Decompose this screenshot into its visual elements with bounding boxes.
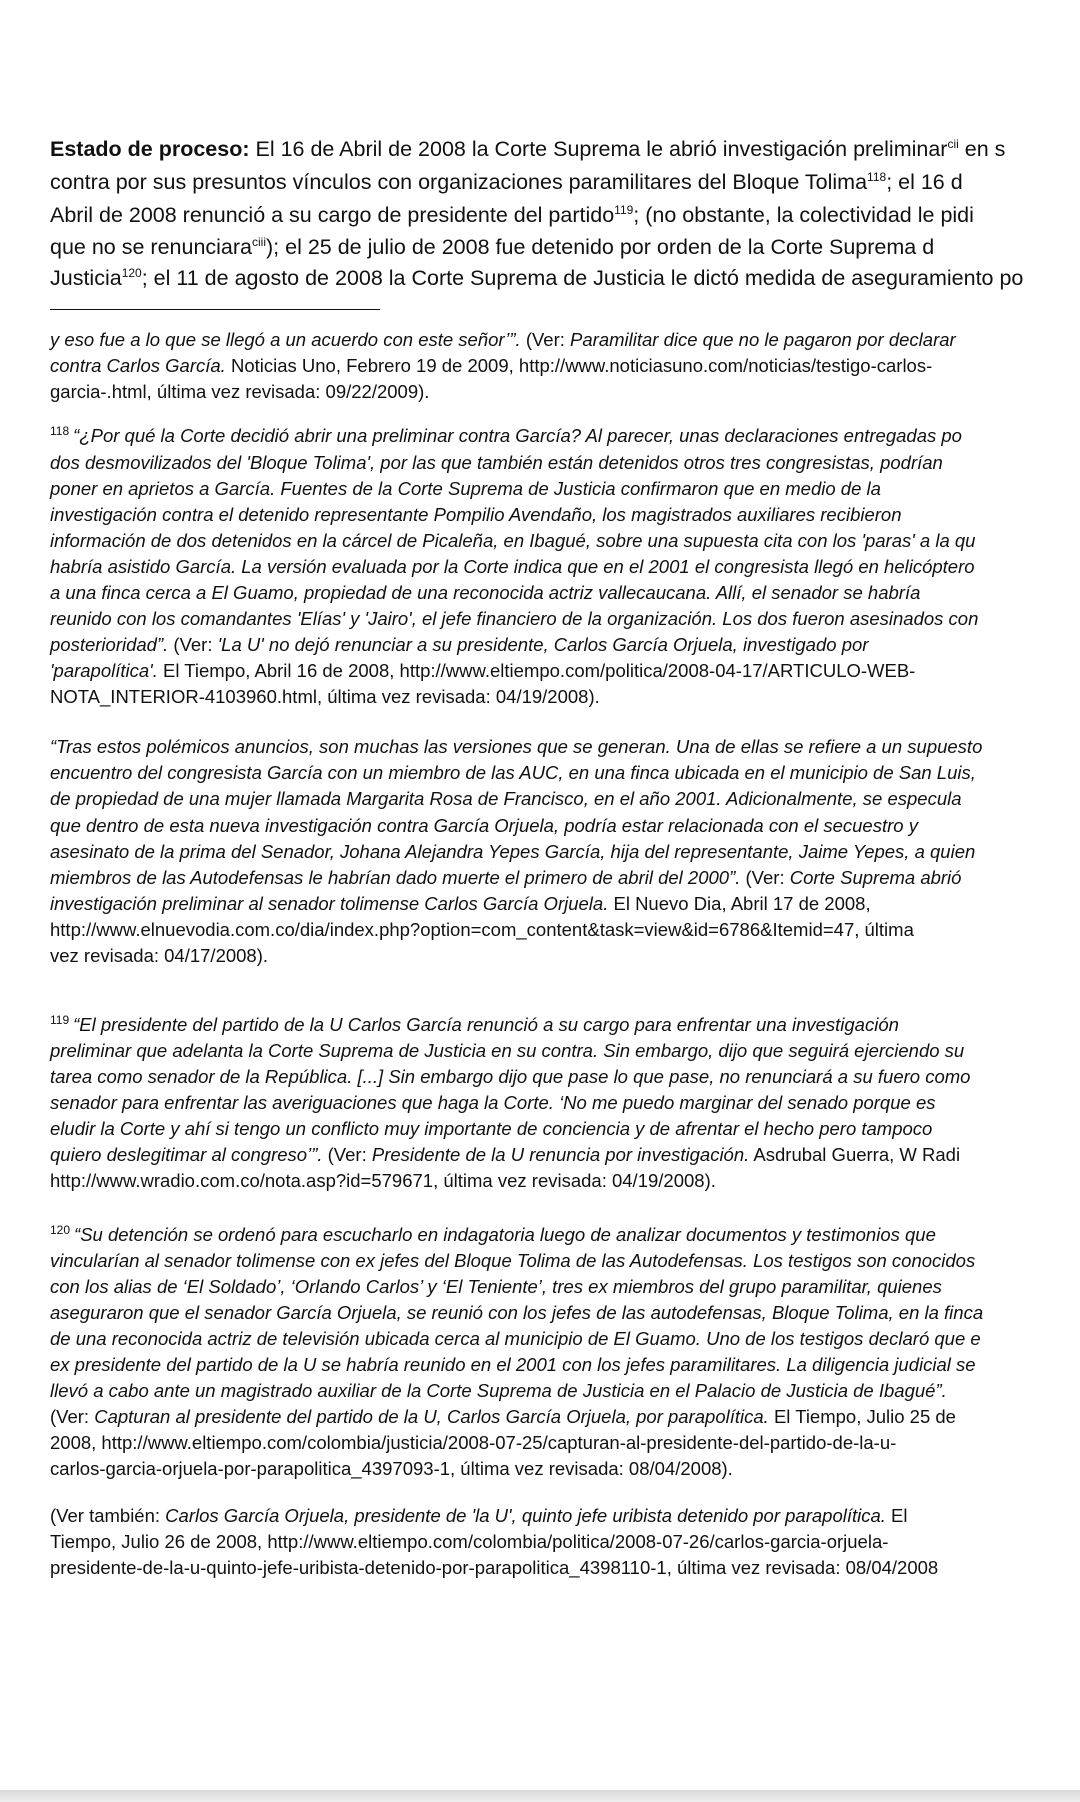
footnote-line: “Tras estos polémicos anuncios, son muchas las versiones que se generan. Una de ellas se refiere a un supuesto xyxy=(50,736,983,757)
footnote-line: vincularían al senador tolimense con ex jefes del Bloque Tolima de las Autodefensas. Los testigos son conocidos xyxy=(50,1250,976,1271)
endnote-ref[interactable]: ciii xyxy=(252,234,267,249)
footnote-line: miembros de las Autodefensas le habrían dado muerte el primero de abril del 2000”. (Ver: Corte Suprema abrió xyxy=(50,867,962,888)
page-edge-shadow xyxy=(0,1790,1080,1802)
footnote-line: aseguraron que el senador García Orjuela, se reunió con los jefes de las autodefensas, Bloque Tolima, en la finca xyxy=(50,1302,984,1323)
footnote-line: a una finca cerca a El Guamo, propiedad de una reconocida actriz vallecaucana. Allí, el senador se habría xyxy=(50,582,921,603)
footnote-line: contra Carlos García. Noticias Uno, Febrero 19 de 2009, http://www.noticiasuno.com/noticias/testigo-carlos- xyxy=(50,355,933,376)
footnote-line: (Ver también: Carlos García Orjuela, presidente de 'la U', quinto jefe uribista detenido por parapolítica. El xyxy=(50,1505,908,1526)
footnote-number: 119 xyxy=(50,1012,70,1027)
footnote-line: presidente-de-la-u-quinto-jefe-uribista-detenido-por-parapolitica_4398110-1, última vez revisada: 08/04/2008 xyxy=(50,1557,939,1578)
footnote-line: información de dos detenidos en la cárcel de Picaleña, en Ibagué, sobre una supuesta cita con los 'paras' a la qu xyxy=(50,530,976,551)
footnote-line: poner en aprietos a García. Fuentes de la Corte Suprema de Justicia confirmaron que en medio de la xyxy=(50,478,881,499)
footnote-line: y eso fue a lo que se llegó a un acuerdo con este señor’”. (Ver: Paramilitar dice que no le pagaron por declarar xyxy=(50,329,956,350)
footnote-line: $^{120}$ “Su detención se ordenó para escucharlo en indagatoria luego de analizar documentos y testimonios que xyxy=(50,1222,936,1245)
footnote-line: preliminar que adelanta la Corte Suprema de Justicia en su contra. Sin embargo, dijo que seguirá ejerciendo su xyxy=(50,1040,965,1061)
footnote-line: (Ver: Capturan al presidente del partido de la U, Carlos García Orjuela, por parapolítica. El Tiempo, Julio 25 de xyxy=(50,1406,956,1427)
footnote-line: tarea como senador de la República. [...] Sin embargo dijo que pase lo que pase, no renunciará a su fuero como xyxy=(50,1066,971,1087)
body-line: Justicia$^{120}$; el 11 de agosto de 2008 la Corte Suprema de Justicia le dictó medida de aseguramiento po xyxy=(50,265,1024,290)
footnote-line: investigación preliminar al senador tolimense Carlos García Orjuela. El Nuevo Dia, Abril 17 de 2008, xyxy=(50,893,871,914)
footnote-line: con los alias de ‘El Soldado’, ‘Orlando Carlos’ y ‘El Teniente’, tres ex miembros del grupo paramilitar, quienes xyxy=(50,1276,942,1297)
body-line: contra por sus presuntos vínculos con organizaciones paramilitares del Bloque Tolima$^{118}$; el 16 d xyxy=(50,169,963,194)
footnote-line: quiero deslegitimar al congreso’”. (Ver: Presidente de la U renuncia por investigación. Asdrubal Guerra, W Radi xyxy=(50,1144,961,1165)
footnote-line: reunido con los comandantes 'Elías' y 'Jairo', el jefe financiero de la organización. Los dos fueron asesinados con xyxy=(50,608,979,629)
footnote-line: ex presidente del partido de la U se habría reunido en el 2001 con los jefes paramilitares. La diligencia judicial se xyxy=(50,1354,976,1375)
footnote-line: garcia-.html, última vez revisada: 09/22/2009). xyxy=(50,381,430,402)
body-line: Abril de 2008 renunció a su cargo de presidente del partido$^{119}$; (no obstante, la colectividad le pidi xyxy=(50,202,974,227)
footnote-ref[interactable]: 119 xyxy=(614,202,634,217)
section-label: Estado de proceso: xyxy=(50,137,250,161)
footnote-line: $^{118}$ “¿Por qué la Corte decidió abrir una preliminar contra García? Al parecer, unas declaraciones entregadas po xyxy=(50,423,962,446)
footnote-line: encuentro del congresista García con un miembro de las AUC, en una finca ubicada en el municipio de San Luis, xyxy=(50,762,976,783)
footnote-line: dos desmovilizados del 'Bloque Tolima', por las que también están detenidos otros tres congresistas, podrían xyxy=(50,452,943,473)
footnote-line: posterioridad”. (Ver: 'La U' no dejó renunciar a su presidente, Carlos García Orjuela, investigado por xyxy=(50,634,869,655)
footnote-line: NOTA_INTERIOR-4103960.html, última vez revisada: 04/19/2008). xyxy=(50,686,600,707)
footnote-line: http://www.elnuevodia.com.co/dia/index.php?option=com_content&task=view&id=6786&Itemid=47, última xyxy=(50,919,914,940)
footnote-line: asesinato de la prima del Senador, Johana Alejandra Yepes García, hija del representante, Jaime Yepes, a quien xyxy=(50,841,976,862)
footnote-line: que dentro de esta nueva investigación contra García Orjuela, podría estar relacionada con el secuestro y xyxy=(50,815,918,836)
footnote-line: 2008, http://www.eltiempo.com/colombia/justicia/2008-07-25/capturan-al-presidente-del-partido-de-la-u- xyxy=(50,1432,897,1453)
footnote-line: de una reconocida actriz de televisión ubicada cerca al municipio de El Guamo. Uno de los testigos declaró que e xyxy=(50,1328,981,1349)
footnote-line: llevó a cabo ante un magistrado auxiliar de la Corte Suprema de Justicia en el Palacio de Justicia de Ibagué”. xyxy=(50,1380,947,1401)
footnote-line: eludir la Corte y ahí si tengo un conflicto muy importante de conciencia y de afrentar el hecho pero tampoco xyxy=(50,1118,933,1139)
footnote-line: http://www.wradio.com.co/nota.asp?id=579671, última vez revisada: 04/19/2008). xyxy=(50,1170,716,1191)
footnote-line: habría asistido García. La versión evaluada por la Corte indica que en el 2001 el congresista llegó en helicóptero xyxy=(50,556,975,577)
footnote-line: $^{119}$ “El presidente del partido de la U Carlos García renunció a su cargo para enfrentar una investigación xyxy=(50,1012,899,1035)
body-line: que no se renunciara$^{ciii}$); el 25 de julio de 2008 fue detenido por orden de la Corte Suprema d xyxy=(50,234,935,259)
footnote-ref[interactable]: 118 xyxy=(867,169,887,184)
footnote-line: Tiempo, Julio 26 de 2008, http://www.eltiempo.com/colombia/politica/2008-07-26/carlos-garcia-orjuela- xyxy=(50,1531,889,1552)
footnote-line: investigación contra el detenido representante Pompilio Avendaño, los magistrados auxiliares recibieron xyxy=(50,504,902,525)
footnote-line: 'parapolítica'. El Tiempo, Abril 16 de 2008, http://www.eltiempo.com/politica/2008-04-17/ARTICULO-WEB- xyxy=(50,660,916,681)
endnote-ref[interactable]: cii xyxy=(947,136,959,151)
footnote-line: senador para enfrentar las averiguaciones que haga la Corte. ‘No me puedo marginar del senado porque es xyxy=(50,1092,936,1113)
footnote-separator xyxy=(50,309,380,310)
footnote-line: carlos-garcia-orjuela-por-parapolitica_4397093-1, última vez revisada: 08/04/2008). xyxy=(50,1458,733,1479)
body-line: Estado de proceso: El 16 de Abril de 2008 la Corte Suprema le abrió investigación preliminar$^{cii}$ en s xyxy=(50,136,1006,161)
footnote-number: 120 xyxy=(50,1222,71,1237)
footnote-line: de propiedad de una mujer llamada Margarita Rosa de Francisco, en el año 2001. Adicionalmente, se especula xyxy=(50,788,962,809)
footnote-ref[interactable]: 120 xyxy=(121,265,142,280)
footnote-number: 118 xyxy=(50,423,70,438)
footnote-line: vez revisada: 04/17/2008). xyxy=(50,945,269,966)
